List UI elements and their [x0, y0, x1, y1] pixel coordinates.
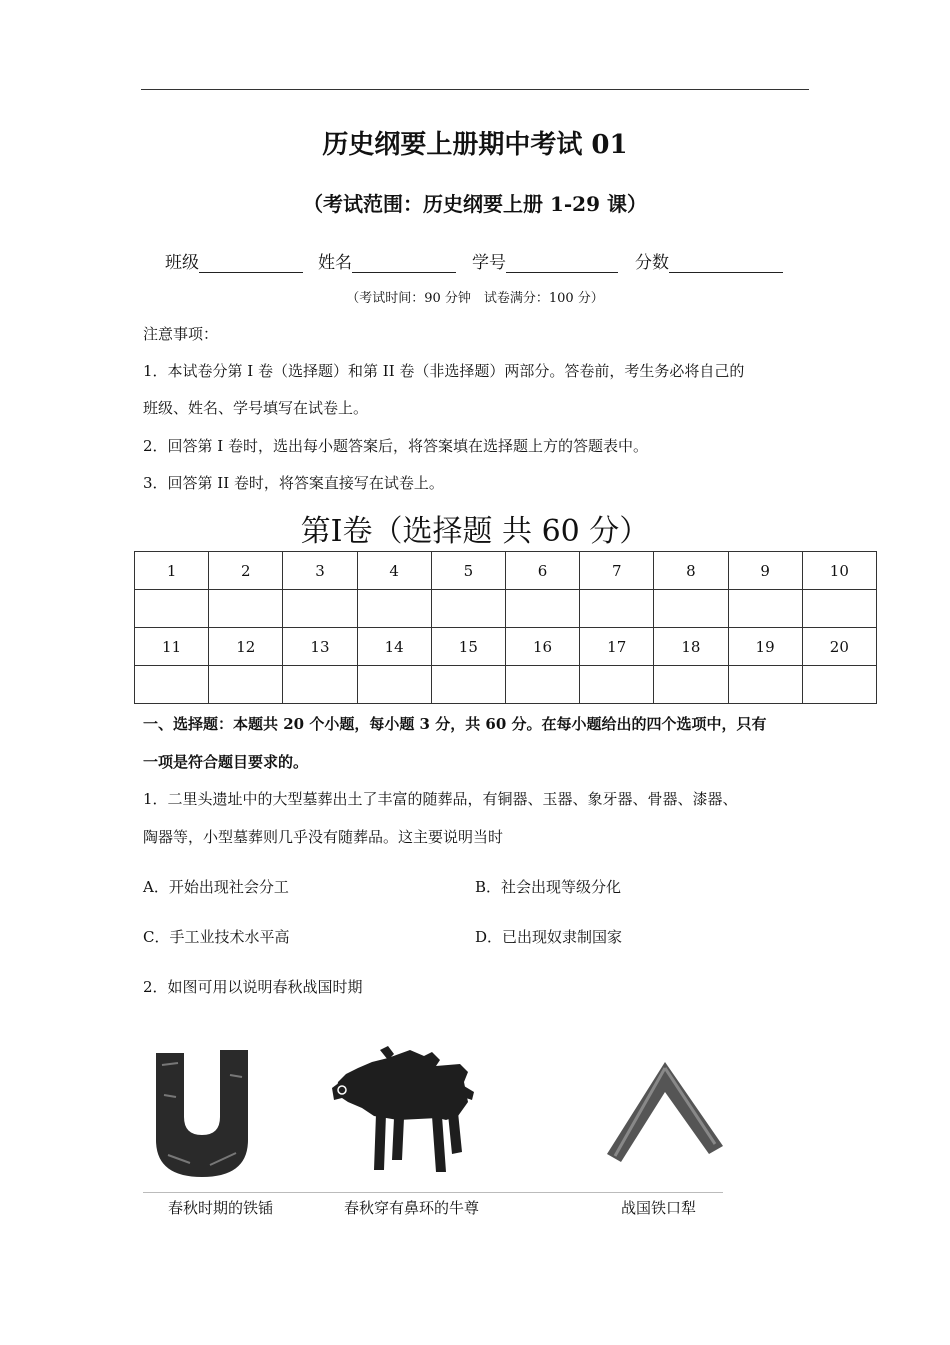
header-rule — [141, 89, 809, 90]
answer-blank-cell[interactable] — [431, 666, 505, 704]
question-1-stem-line-2: 陶器等，小型墓葬则几乎没有随葬品。这主要说明当时 — [143, 828, 504, 846]
answer-number-cell: 12 — [209, 628, 283, 666]
question-1-option-c[interactable]: C．手工业技术水平高 — [143, 928, 290, 946]
answer-number-cell: 15 — [431, 628, 505, 666]
answer-blank-cell[interactable] — [135, 590, 209, 628]
answer-blank-cell[interactable] — [654, 666, 728, 704]
question-1-stem-line-1: 1．二里头遗址中的大型墓葬出土了丰富的随葬品，有铜器、玉器、象牙器、骨器、漆器、 — [143, 790, 738, 808]
answer-number-cell: 14 — [357, 628, 431, 666]
answer-number-cell: 9 — [728, 552, 802, 590]
answer-blank-cell[interactable] — [654, 590, 728, 628]
answer-blank-cell[interactable] — [580, 590, 654, 628]
exam-title: 历史纲要上册期中考试 01 — [322, 130, 628, 160]
notes-heading: 注意事项： — [143, 325, 219, 343]
student-id-label: 学号 — [472, 253, 506, 273]
note-item-2: 2．回答第 I 卷时，选出每小题答案后，将答案填在选择题上方的答题表中。 — [143, 437, 649, 455]
class-field[interactable] — [165, 248, 303, 273]
name-label: 姓名 — [318, 253, 352, 273]
answer-blank-cell[interactable] — [802, 590, 876, 628]
name-blank[interactable] — [352, 254, 456, 273]
note-item-1-line-2: 班级、姓名、学号填写在试卷上。 — [143, 399, 369, 417]
exam-subtitle: （考试范围：历史纲要上册 1-29 课） — [303, 192, 647, 216]
answer-blank-cell[interactable] — [135, 666, 209, 704]
class-blank[interactable] — [199, 254, 303, 273]
answer-number-cell: 11 — [135, 628, 209, 666]
answer-blank-cell[interactable] — [728, 590, 802, 628]
name-field[interactable] — [318, 248, 456, 273]
answer-number-row — [135, 552, 877, 590]
note-item-1-line-1: 1．本试卷分第 I 卷（选择题）和第 II 卷（非选择题）两部分。答卷前，考生务必将自己的 — [143, 362, 745, 380]
answer-number-cell: 3 — [283, 552, 357, 590]
section-1-instructions-line-1: 一、选择题：本题共 20 个小题，每小题 3 分，共 60 分。在每小题给出的四个选项中，只有 — [143, 715, 767, 733]
student-id-field[interactable] — [472, 248, 618, 273]
answer-table — [134, 551, 877, 704]
answer-number-cell: 10 — [802, 552, 876, 590]
answer-number-cell: 6 — [505, 552, 579, 590]
bronze-ox-icon — [328, 1042, 478, 1182]
answer-blank-cell[interactable] — [431, 590, 505, 628]
score-field[interactable] — [635, 248, 783, 273]
question-1-option-d[interactable]: D．已出现奴隶制国家 — [475, 928, 623, 946]
answer-blank-row — [135, 666, 877, 704]
question-1-option-b[interactable]: B．社会出现等级分化 — [475, 878, 622, 896]
answer-blank-cell[interactable] — [283, 590, 357, 628]
note-item-3: 3．回答第 II 卷时，将答案直接写在试卷上。 — [143, 474, 444, 492]
answer-blank-cell[interactable] — [728, 666, 802, 704]
answer-number-cell: 17 — [580, 628, 654, 666]
answer-blank-cell[interactable] — [802, 666, 876, 704]
section-1-instructions-line-2: 一项是符合题目要求的。 — [143, 753, 309, 771]
answer-number-cell: 1 — [135, 552, 209, 590]
answer-number-cell: 18 — [654, 628, 728, 666]
score-label: 分数 — [635, 253, 669, 273]
answer-blank-cell[interactable] — [505, 666, 579, 704]
answer-number-cell: 16 — [505, 628, 579, 666]
answer-blank-cell[interactable] — [283, 666, 357, 704]
question-2-stem: 2．如图可用以说明春秋战国时期 — [143, 978, 363, 996]
answer-number-cell: 7 — [580, 552, 654, 590]
answer-number-cell: 19 — [728, 628, 802, 666]
figure-caption-iron-spade: 春秋时期的铁锸 — [168, 1199, 274, 1217]
class-label: 班级 — [165, 253, 199, 273]
answer-number-cell: 20 — [802, 628, 876, 666]
score-blank[interactable] — [669, 254, 783, 273]
answer-blank-cell[interactable] — [357, 590, 431, 628]
answer-blank-cell[interactable] — [209, 666, 283, 704]
answer-number-cell: 4 — [357, 552, 431, 590]
section-1-title: 第I卷（选择题 共 60 分） — [300, 514, 650, 549]
answer-blank-cell[interactable] — [209, 590, 283, 628]
question-1-option-a[interactable]: A．开始出现社会分工 — [143, 878, 289, 896]
answer-number-cell: 5 — [431, 552, 505, 590]
exam-info: （考试时间：90 分钟 试卷满分：100 分） — [346, 291, 604, 306]
answer-blank-cell[interactable] — [580, 666, 654, 704]
iron-plow-icon — [605, 1058, 725, 1168]
student-id-blank[interactable] — [506, 254, 618, 273]
answer-number-row — [135, 628, 877, 666]
answer-blank-row — [135, 590, 877, 628]
figure-caption-bronze-ox: 春秋穿有鼻环的牛尊 — [344, 1199, 480, 1217]
figure-caption-iron-plow: 战国铁口犁 — [621, 1199, 697, 1217]
answer-number-cell: 2 — [209, 552, 283, 590]
answer-blank-cell[interactable] — [505, 590, 579, 628]
answer-blank-cell[interactable] — [357, 666, 431, 704]
figure-baseline — [143, 1192, 723, 1193]
answer-number-cell: 13 — [283, 628, 357, 666]
answer-number-cell: 8 — [654, 552, 728, 590]
iron-spade-icon — [150, 1045, 255, 1185]
